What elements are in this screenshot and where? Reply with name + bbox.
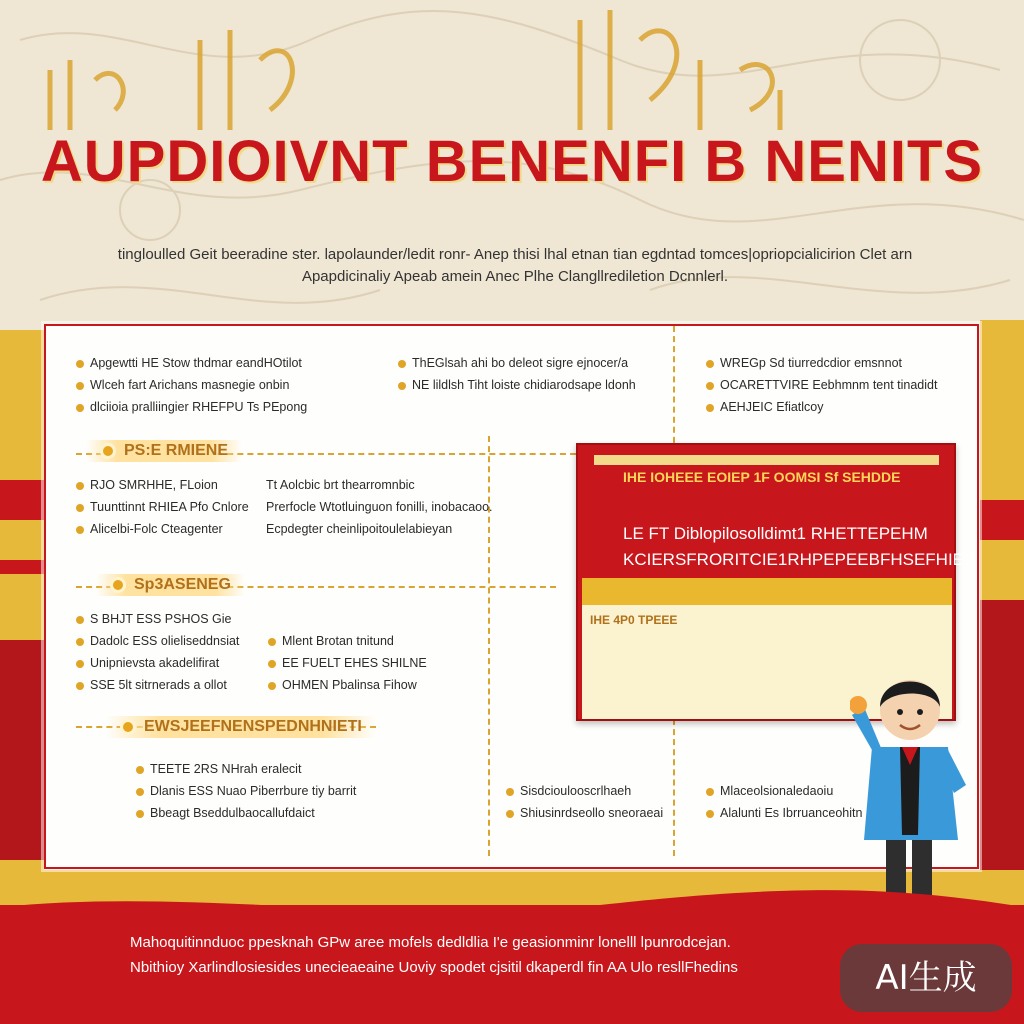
bullet-icon	[506, 788, 514, 796]
callout-body	[623, 521, 975, 573]
bullet-icon	[76, 360, 84, 368]
callout-footer-text: IHE 4P0 TPEEE	[590, 613, 678, 627]
bullet-icon	[268, 660, 276, 668]
list-item: dlciioia pralliingier RHEFPU Ts PEpong	[76, 396, 307, 418]
list-item: Alicelbi-Folc Cteagenter	[76, 518, 223, 540]
bullet-icon	[268, 682, 276, 690]
bullet-icon	[136, 766, 144, 774]
pin-icon	[110, 577, 126, 593]
pin-icon	[120, 719, 136, 735]
bullet-icon	[76, 482, 84, 490]
footer-line: Nbithioy Xarlindlosiesides unecieaeaine Uoviy spodet cjsitil dkaperdl fin AA Ulo resllFhedins	[130, 959, 738, 976]
bullet-icon	[76, 616, 84, 624]
list-item: EE FUELT EHES SHILNE	[268, 652, 427, 674]
pin-icon	[100, 443, 116, 459]
list-item: AEHJEIC Efiatlcoy	[706, 396, 824, 418]
list-item: ThEGlsah ahi bo deleot sigre ejnocer/a	[398, 352, 628, 374]
bullet-icon	[706, 360, 714, 368]
bullet-icon	[136, 788, 144, 796]
list-item: Tuunttinnt RHIEA Pfo Cnlore	[76, 496, 249, 518]
list-item: Prerfocle Wtotluinguon fonilli, inobacaoo.	[266, 500, 493, 514]
page-title: AUPDIOIVNT BENENFI B NENITS	[40, 129, 984, 194]
bullet-icon	[706, 382, 714, 390]
bullet-icon	[706, 404, 714, 412]
bullet-icon	[76, 638, 84, 646]
bullet-icon	[76, 382, 84, 390]
list-item: NE lildlsh Tiht loiste chidiarodsape ldonh	[398, 374, 636, 396]
section-heading: EWSJEEFNENSPEDNHNIETI	[106, 716, 376, 738]
list-item: Unipnievsta akadelifirat	[76, 652, 219, 674]
list-item: Tt Aolcbic brt thearromnbic	[266, 478, 415, 492]
subtitle	[40, 244, 990, 288]
bullet-icon	[398, 360, 406, 368]
list-item: Mlent Brotan tnitund	[268, 630, 394, 652]
callout-cap	[594, 455, 939, 465]
callout-heading: IHE IOHEEE EOIEP 1F OOMSI Sf SEHDDE	[623, 469, 901, 485]
list-item: Apgewtti HE Stow thdmar eandHOtilot	[76, 352, 302, 374]
list-item: Wlceh fart Arichans masnegie onbin	[76, 374, 289, 396]
list-item: OHMEN Pbalinsa Fihow	[268, 674, 417, 696]
bullet-icon	[76, 526, 84, 534]
callout-line: KCIERSFRORITCIE1RHPEPEEBFHSEFHIEB	[623, 550, 976, 569]
list-item: Bbeagt Bseddulbaocallufdaict	[136, 802, 315, 824]
bullet-icon	[506, 810, 514, 818]
list-item: Mlaceolsionaledaoiu	[706, 780, 833, 802]
bullet-icon	[76, 682, 84, 690]
list-item: SSE 5lt sitrnerads a ollot	[76, 674, 227, 696]
section-heading: PS:E RMIENE	[86, 440, 242, 462]
bullet-icon	[268, 638, 276, 646]
bullet-icon	[136, 810, 144, 818]
bullet-icon	[706, 788, 714, 796]
footer-text	[130, 930, 890, 980]
list-item: RJO SMRHHE, FLoion	[76, 474, 218, 496]
list-item: Sisdcioulooscrlhaeh	[506, 780, 631, 802]
list-item: Alalunti Es Ibrruanceohitn	[706, 802, 862, 824]
ai-generated-badge: AI生成	[840, 944, 1012, 1012]
subtitle-line: tingloulled Geit beeradine ster. lapolaunder/ledit ronr- Anep thisi lhal etnan tian egdntad tomces|opriopcialicirion Clet arn	[117, 246, 913, 263]
section-heading: Sp3ASENEG	[96, 574, 245, 596]
wave-decoration	[0, 887, 1024, 927]
list-item: Ecpdegter cheinlipoitoulelabieyan	[266, 522, 453, 536]
bullet-icon	[76, 404, 84, 412]
list-item: Shiusinrdseollo sneoraeai	[506, 802, 663, 824]
bullet-icon	[76, 504, 84, 512]
callout-line: LE FT Diblopilosolldimt1 RHETTEPEHM	[623, 524, 928, 543]
list-item: WREGp Sd tiurredcdior emsnnot	[706, 352, 902, 374]
list-item: OCARETTVIRE Eebhmnm tent tinadidt	[706, 374, 937, 396]
callout-band	[582, 578, 952, 608]
list-item: Dlanis ESS Nuao Piberrbure tiy barrit	[136, 780, 356, 802]
bullet-icon	[398, 382, 406, 390]
list-item: Dadolc ESS olieliseddnsiat	[76, 630, 239, 652]
subtitle-line: Apapdicinaliy Apeab amein Anec Plhe Clangllrediletion Dcnnlerl.	[301, 268, 729, 285]
list-item: TEETE 2RS NHrah eralecit	[136, 758, 301, 780]
list-item: S BHJT ESS PSHOS Gie	[76, 608, 231, 630]
bullet-icon	[706, 810, 714, 818]
footer-line: Mahoquitinnduoc ppesknah GPw aree mofels dedldlia I'e geasionminr lonelll lpunrodcejan.	[130, 934, 731, 951]
bullet-icon	[76, 660, 84, 668]
